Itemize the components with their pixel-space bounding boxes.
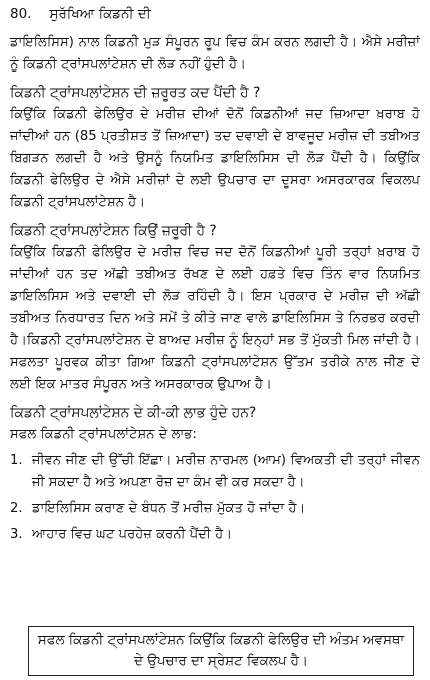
benefits-intro: ਸਫਲ ਕਿਡਨੀ ਟ੍ਰਾਂਸਪਲਾਂਟੇਸ਼ਨ ਦੇ ਲਾਭ: <box>10 427 197 442</box>
answer-paragraph-why: ਕਿਉਂਕਿ ਕਿਡਨੀ ਫੇਲਿਉਰ ਦੇ ਮਰੀਜ਼ ਵਿਚ ਜਦ ਦੋਨੋਂ ਕਿਡਨੀਆਂ ਪੂਰੀ ਤਰ੍ਹਾਂ ਖ਼ਰਾਬ ਹੋ ਜਾਂਦੀਆਂ ਹਨ ਤਦ ਅੱਛੀ ਤਬੀਅਤ ਰੱਖਣ ਦੇ ਲਈ ਹਫ਼ਤੇ ਵਿਚ ਤਿੰਨ ਵਾਰ ਨਿਯਮਿਤ ਡਾਇਲਿਸਿਸ ਅਤੇ ਦਵਾਈ ਦੀ ਲੋੜ ਰਹਿੰਦੀ ਹੈ। ਇਸ ਪ੍ਰਕਾਰ ਦੇ ਮਰੀਜ਼ ਦੀ ਅੱਛੀ ਤਬੀਅਤ ਨਿਰਧਾਰਤ ਦਿਨ ਅਤੇ ਸਮੇਂ ਤੇ ਕੀਤੇ ਜਾਣ ਵਾਲੇ ਡਾਇਲਿਸਿਸ ਤੇ ਨਿਰਭਰ ਕਰਦੀ ਹੈ।ਕਿਡਨੀ ਟ੍ਰਾਂਸਪਲਾਂਟੇਸ਼ਨ ਦੇ ਬਾਅਦ ਮਰੀਜ਼ ਨੂੰ ਇਨ੍ਹਾਂ ਸਭ ਤੋਂ ਮੁੱਕਤੀ ਮਿਲ ਜਾਂਦੀ ਹੈ। ਸਫਲਤਾ ਪੂਰਵਕ ਕੀਤਾ ਗਿਆ ਕਿਡਨੀ ਟ੍ਰਾਂਸਪਲਾਂਟੇਸ਼ਨ ਉੱਤਮ ਤਰੀਕੇ ਨਾਲ ਜੀਣ ਦੇ ਲਈ ਇਕ ਮਾਤਰ ਸੰਪੂਰਨ ਅਤੇ ਅਸਰਕਾਰਕ ਉਪਾਅ ਹੈ। <box>10 245 420 392</box>
list-item-number: 1. <box>10 453 23 468</box>
list-item-text: ਆਹਾਰ ਵਿਚ ਘਟ ਪਰਹੇਜ਼ ਕਰਨੀ ਪੈਂਦੀ ਹੈ। <box>32 527 233 542</box>
question-heading-why: ਕਿਡਨੀ ਟ੍ਰਾਂਸਪਲਾਂਟੇਸ਼ਨ ਕਿਉਂ ਜ਼ਰੂਰੀ ਹੈ ? <box>10 223 217 239</box>
list-item-text: ਜੀਵਨ ਜੀਣ ਦੀ ਉੱਚੀ ਇੱਛਾ। ਮਰੀਜ਼ ਨਾਰਮਲ (ਆਮ) ਵਿਅਕਤੀ ਦੀ ਤਰ੍ਹਾਂ ਜੀਵਨ ਜੀ ਸਕਦਾ ਹੈ ਅਤੇ ਅਪਣਾ ਰੋਜ਼ ਦਾ ਕੰਮ ਵੀ ਕਰ ਸਕਦਾ ਹੈ। <box>32 453 420 490</box>
list-item-text: ਡਾਇਲਿਸਿਸ ਕਰਾਣ ਦੇ ਬੰਧਨ ਤੋਂ ਮਰੀਜ਼ ਮੁੱਕਤ ਹੋ ਜਾਂਦਾ ਹੈ। <box>32 501 306 516</box>
page-header <box>10 4 420 24</box>
question-heading-benefits: ਕਿਡਨੀ ਟ੍ਰਾਂਸਪਲਾਂਟੇਸ਼ਨ ਦੇ ਕੀ-ਕੀ ਲਾਭ ਹੁੰਦੇ ਹਨ? <box>10 405 257 421</box>
list-item <box>10 450 420 494</box>
answer-paragraph-when: ਕਿਉਂਕਿ ਕਿਡਨੀ ਫੇਲਿਉਰ ਦੇ ਮਰੀਜ਼ ਦੀਆਂ ਦੋਨੋਂ ਕਿਡਨੀਆਂ ਜਦ ਜ਼ਿਆਦਾ ਖ਼ਰਾਬ ਹੋ ਜਾਂਦੀਆਂ ਹਨ (85 ਪ੍ਰਤੀਸ਼ਤ ਤੋਂ ਜ਼ਿਆਦਾ) ਤਦ ਦਵਾਈ ਦੇ ਬਾਵਜੂਦ ਮਰੀਜ਼ ਦੀ ਤਬੀਅਤ ਬਿਗੜਨ ਲਗਦੀ ਹੈ ਅਤੇ ਉਸਨੂੰ ਨਿਯਮਿਤ ਡਾਇਲਿਸਿਸ ਦੀ ਲੋੜ ਪੈਂਦੀ ਹੈ। ਕਿਉਂਕਿ ਕਿਡਨੀ ਫੇਲਿਉਰ ਦੇ ਐਸੇ ਮਰੀਜ਼ਾਂ ਦੇ ਲਈ ਉਪਚਾਰ ਦਾ ਦੂਸਰਾ ਅਸਰਕਾਰਕ ਵਿਕਲਪ ਕਿਡਨੀ ਟ੍ਰਾਂਸਪਲਾਂਟੇਸ਼ਨ ਹੈ। <box>10 107 420 210</box>
callout-text: ਸਫਲ ਕਿਡਨੀ ਟ੍ਰਾਂਸਪਲਾਂਟੇਸ਼ਨ ਕਿਉਂਕਿ ਕਿਡਨੀ ਫੇਲਿਉਰ ਦੀ ਅੰਤਮ ਅਵਸਥਾ ਦੇ ਉਪਚਾਰ ਦਾ ਸ੍ਰੇਸ਼ਟ ਵਿਕਲਪ ਹੈ। <box>37 633 405 669</box>
intro-paragraph: ਡਾਇਲਿਸਿਸ) ਨਾਲ ਕਿਡਨੀ ਮੁੜ ਸੰਪੂਰਨ ਰੂਪ ਵਿਚ ਕੰਮ ਕਰਨ ਲਗਦੀ ਹੈ। ਐਸੇ ਮਰੀਜ਼ਾਂ ਨੂੰ ਕਿਡਨੀ ਟ੍ਰਾਂਸਪਲਾਂਟੇਸ਼ਨ ਦੀ ਲੋੜ ਨਹੀਂ ਹੁੰਦੀ ਹੈ। <box>10 35 420 72</box>
running-title: ਸੁਰੱਖਿਆ ਕਿਡਨੀ ਦੀ <box>49 6 151 22</box>
callout-box <box>28 626 414 676</box>
list-item-number: 3. <box>10 527 23 542</box>
page-number: 80. <box>10 6 32 22</box>
question-heading-when: ਕਿਡਨੀ ਟ੍ਰਾਂਸਪਲਾਂਟੇਸ਼ਨ ਦੀ ਜ਼ਰੂਰਤ ਕਦ ਪੈਂਦੀ ਹੈ ? <box>10 85 261 101</box>
list-item <box>10 524 420 546</box>
benefits-list <box>10 450 420 546</box>
list-item-number: 2. <box>10 501 23 516</box>
list-item <box>10 498 420 520</box>
